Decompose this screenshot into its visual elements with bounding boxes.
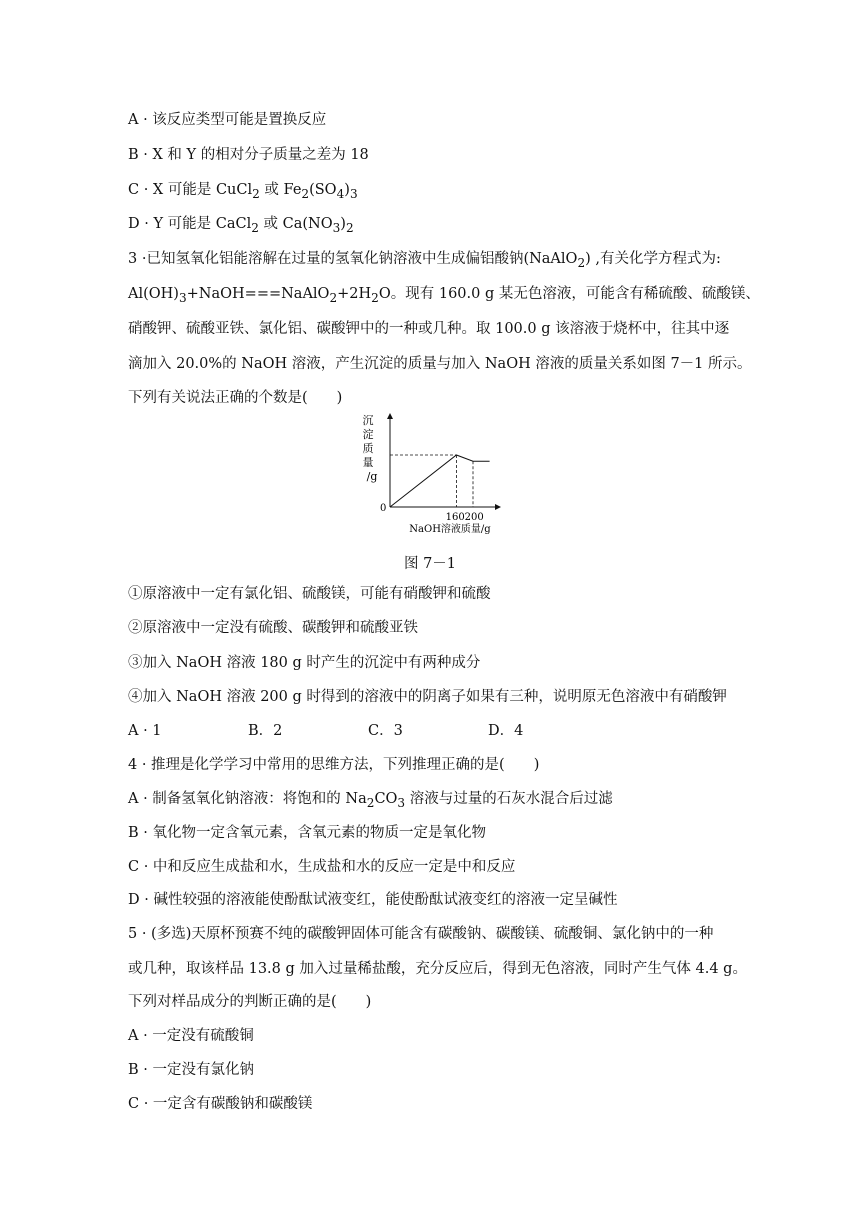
q2-option-a: A · 该反应类型可能是置换反应 <box>128 112 327 128</box>
precipitate-chart <box>340 408 540 538</box>
series-line <box>390 455 490 507</box>
subscript: 3 <box>397 795 406 810</box>
q3-statement-2: ②原溶液中一定没有硫酸、碳酸钾和硫酸亚铁 <box>128 620 418 636</box>
x-axis-label: NaOH溶液质量/g <box>409 524 491 535</box>
q3-option-c: C．3 <box>368 723 403 739</box>
y-axis-label: /g <box>366 470 378 483</box>
origin-label: 0 <box>380 503 387 514</box>
q3-option-b: B．2 <box>248 723 283 739</box>
x-tick-labels: 160200 <box>445 512 484 523</box>
q2-c-text: C · X 可能是 CuCl <box>128 182 253 198</box>
q3-text: +NaOH===NaAlO <box>186 286 330 302</box>
subscript: 3 <box>332 220 341 235</box>
subscript: 2 <box>301 186 310 201</box>
q4-text: CO <box>374 791 398 807</box>
plot-area <box>390 455 490 523</box>
figure-caption: 图 7－1 <box>403 556 457 572</box>
q2-d-text: 或 Ca(NO <box>258 216 333 232</box>
q4-stem: 4 · 推理是化学学习中常用的思维方法，下列推理正确的是( ) <box>128 757 540 773</box>
q3-option-d: D．4 <box>488 723 524 739</box>
q5-option-b: B · 一定没有氯化钠 <box>128 1062 254 1078</box>
q3-text: 3 ·已知氢氧化铝能溶解在过量的氢氧化钠溶液中生成偏铝酸钠(NaAlO <box>128 251 578 267</box>
q3-stem-line2 <box>128 284 760 308</box>
q2-c-text: ) <box>344 182 350 198</box>
q3-text: Al(OH) <box>128 286 179 302</box>
q2-option-c <box>128 180 358 204</box>
subscript: 3 <box>178 290 187 305</box>
subscript: 2 <box>577 255 586 270</box>
y-axis-label: 沉 <box>362 414 374 427</box>
y-axis-label: 淀 <box>362 428 374 441</box>
figure-7-1 <box>340 408 540 538</box>
subscript: 2 <box>329 290 338 305</box>
q2-d-text: D · Y 可能是 CaCl <box>128 216 252 232</box>
subscript: 2 <box>371 290 379 305</box>
q2-c-text: (SO <box>309 182 337 198</box>
q3-text: O。现有 160.0 g 某无色溶液，可能含有稀硫酸、硫酸镁、 <box>378 286 760 302</box>
q3-stem-line5: 下列有关说法正确的个数是( ) <box>128 390 343 406</box>
q3-stem-line3: 硝酸钾、硫酸亚铁、氯化铝、碳酸钾中的一种或几种。取 100.0 g 该溶液于烧杯中，往其中逐 <box>128 321 730 337</box>
q3-statement-1: ①原溶液中一定有氯化铝、硫酸镁，可能有硝酸钾和硫酸 <box>128 586 491 602</box>
q5-option-a: A · 一定没有硫酸铜 <box>128 1028 254 1044</box>
subscript: 2 <box>252 186 260 201</box>
q3-text: ) ,有关化学方程式为: <box>585 251 721 267</box>
q3-statement-4: ④加入 NaOH 溶液 200 g 时得到的溶液中的阴离子如果有三种，说明原无色溶液中有硝酸钾 <box>128 689 727 705</box>
q2-d-text: ) <box>340 216 346 232</box>
q3-statement-3: ③加入 NaOH 溶液 180 g 时产生的沉淀中有两种成分 <box>128 655 481 671</box>
subscript: 3 <box>349 186 358 201</box>
q2-option-b: B · X 和 Y 的相对分子质量之差为 18 <box>128 147 369 163</box>
q4-option-b: B · 氧化物一定含氧元素，含氧元素的物质一定是氧化物 <box>128 825 486 841</box>
q4-text: 溶液与过量的石灰水混合后过滤 <box>405 791 613 807</box>
q2-option-d <box>128 214 354 238</box>
q5-stem-line3: 下列对样品成分的判断正确的是( ) <box>128 994 372 1010</box>
q5-option-c: C · 一定含有碳酸钠和碳酸镁 <box>128 1096 313 1112</box>
q3-options <box>128 721 523 741</box>
q2-c-text: 或 Fe <box>259 182 302 198</box>
q3-text: +2H <box>337 286 372 302</box>
subscript: 2 <box>345 220 354 235</box>
subscript: 2 <box>366 795 375 810</box>
q4-option-a <box>128 789 613 813</box>
q3-option-a: A · 1 <box>128 723 162 739</box>
q5-stem-line1: 5 · (多选)天原杯预赛不纯的碳酸钾固体可能含有碳酸钠、碳酸镁、硫酸铜、氯化钠中的一种 <box>128 926 714 942</box>
y-axis-label: 质 <box>362 442 374 455</box>
y-axis-label: 量 <box>362 456 374 469</box>
q4-option-d: D · 碱性较强的溶液能使酚酞试液变红，能使酚酞试液变红的溶液一定呈碱性 <box>128 892 618 908</box>
subscript: 2 <box>251 220 259 235</box>
q3-stem-line1 <box>128 249 721 273</box>
q4-option-c: C · 中和反应生成盐和水，生成盐和水的反应一定是中和反应 <box>128 859 516 875</box>
q3-stem-line4: 滴加入 20.0%的 NaOH 溶液，产生沉淀的质量与加入 NaOH 溶液的质量关系如图 7－1 所示。 <box>128 356 752 372</box>
q4-text: A · 制备氢氧化钠溶液：将饱和的 Na <box>128 791 367 807</box>
q5-stem-line2: 或几种，取该样品 13.8 g 加入过量稀盐酸，充分反应后，得到无色溶液，同时产生气体 4.4 g。 <box>128 961 747 977</box>
subscript: 4 <box>336 186 345 201</box>
